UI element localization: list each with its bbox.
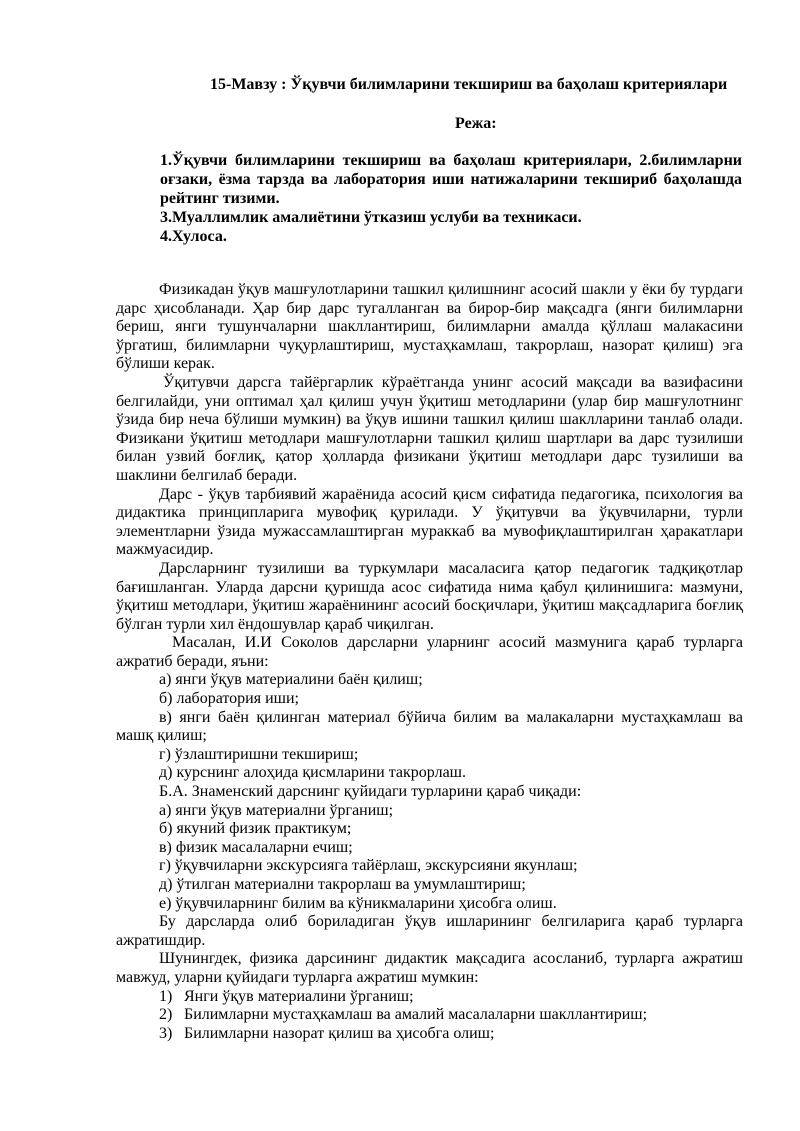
paragraph: Ўқитувчи дарсга тайёргарлик кўраётганда унинг асосий мақсади ва вазифасини белгилайди, уни оптимал ҳал қилиш учун ўқитиш методларини (улар бир машғулотнинг ўзида бир неча бўлиши мумкин) ва ўқув ишини ташкил қилиш шаклларини танлаб олади. Физикани ўқитиш методлари машғулотларни ташкил қилиш шартлари ва дарс тузилиши билан узвий боғлиқ, қатор ҳолларда физикани ўқитиш методлари дарс тузилиши ва шаклини белгилаб беради. [116,373,743,484]
paragraph: Дарс - ўқув тарбиявий жараёнида асосий қисм сифатида педагогика, психология ва дидактика принципларига мувофиқ қурилади. У ўқитувчи ва ўқувчиларни, турли элементларни ўзида мужассамлаштирган мураккаб ва мувофиқлаштирилган ҳаракатлари мажмуасидир. [116,485,743,559]
item-number: 1) [159,987,173,1005]
plan-item: 1.Ўқувчи билимларини текшириш ва баҳолаш критериялари, 2.билимларни оғзаки, ёзма тарзда ва лаборатория иши натижаларини текшириб баҳолашда рейтинг тизими. [160,152,742,207]
item-text: Билимларни мустаҳкамлаш ва амалий масалаларни шакллантириш; [184,1006,648,1024]
numbered-item [116,988,743,1007]
item-number: 3) [159,1024,173,1042]
plan-section [160,151,742,246]
list-item: а) янги ўқув материалини баён қилиш; [159,671,423,689]
paragraph: Шунингдек, физика дарсининг дидактик мақсадига асосланиб, турларга ажратиш мавжуд, уларни қуйидаги турларга ажратиш мумкин: [116,950,743,986]
numbered-item [116,1025,743,1044]
item-text: Билимларни назорат қилиш ва ҳисобга олиш; [184,1024,495,1042]
list-item: д) курснинг алоҳида қисмларини такрорлаш. [159,764,466,782]
list-item: е) ўқувчиларнинг билим ва кўникмаларини ҳисобга олиш. [159,894,557,912]
plan-item: 3.Муаллимлик амалиётини ўтказиш услуби ва техникаси. [160,209,582,226]
paragraph: Дарсларнинг тузилиши ва туркумлари масаласига қатор педагогик тадқиқотлар бағишланган. Уларда дарсни қуришда асос сифатида нима қабул қилинишига: мазмуни, ўқитиш методлари, ўқитиш жараёнининг асосий босқичлари, ўқитиш мақсадларига боғлиқ бўлган турли хил ёндошувлар қараб чиқилган. [116,559,743,633]
list-item: г) ўзлаштиришни текшириш; [159,745,359,763]
item-text: Янги ўқув материалини ўрганиш; [184,987,414,1005]
document-body [116,281,743,1043]
list-item: а) янги ўқув материални ўрганиш; [159,801,394,819]
list-item: б) лаборатория иши; [159,690,299,708]
list-item: д) ўтилган материални такрорлаш ва умумлаштириш; [159,876,526,893]
paragraph: Физикадан ўқув машғулотларини ташкил қилишнинг асосий шакли у ёки бу турдаги дарс ҳисобланади. Ҳар бир дарс тугалланган ва бирор-бир мақсадга (янги билимларни бериш, янги тушунчаларни шакллантириш, билимларни амалда қўллаш малакасини ўргатиш, билимларни чуқурлаштириш, мустаҳкамлаш, такрорлаш, назорат қилиш) эга бўлиши керак. [116,281,743,373]
document-title: 15-Мавзу : Ўқувчи билимларини текшириш ва баҳолаш критериялари [210,76,728,93]
plan-item: 4.Хулоса. [160,228,227,245]
plan-heading: Режа: [455,115,497,132]
list-item: б) якуний физик практикум; [159,820,352,838]
list-item: г) ўқувчиларни экскурсияга тайёрлаш, экскурсияни якунлаш; [159,857,578,875]
item-number: 2) [159,1006,173,1024]
paragraph: Бу дарсларда олиб бориладиган ўқув ишларининг белгиларига қараб турларга ажратишдир. [116,913,743,949]
list-item: в) физик масалаларни ечиш; [159,838,353,856]
paragraph: Масалан, И.И Соколов дарсларни уларнинг асосий мазмунига қараб турларга ажратиб беради, яъни: [116,634,743,670]
paragraph: Б.А. Знаменский дарснинг қуйидаги турларини қараб чиқади: [159,783,582,801]
numbered-item [116,1006,743,1025]
list-item: в) янги баён қилинган материал бўйича билим ва малакаларни мустаҳкамлаш ва машқ қилиш; [116,708,743,745]
